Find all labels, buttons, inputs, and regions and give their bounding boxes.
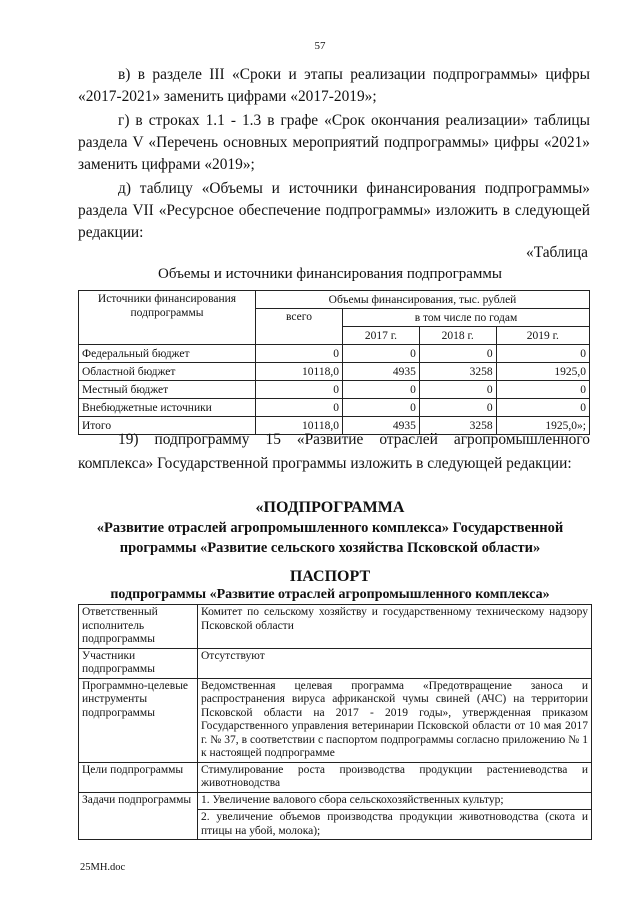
passport-heading: ПАСПОРТ <box>289 568 371 585</box>
paragraph-g: г) в строках 1.1 - 1.3 в графе «Срок окончания реализации» таблицы раздела V «Перечень основных мероприятий подпрограммы» цифры «2021» заменить цифрами «2019»; <box>78 112 590 173</box>
paragraph-v: в) в разделе III «Сроки и этапы реализации подпрограммы» цифры «2017-2021» заменить цифрами «2017-2019»; <box>78 66 590 105</box>
subprogram-title: «Развитие отраслей агропромышленного комплекса» Государственной программы «Развитие сельского хозяйства Псковской области» <box>96 520 564 556</box>
table-row <box>79 792 592 840</box>
cell-y2: 3258 <box>419 363 496 381</box>
row-name: Итого <box>79 417 256 435</box>
row-label: Программно-целевые инструменты подпрограммы <box>79 678 198 762</box>
cell-y1: 0 <box>343 381 420 399</box>
row-name: Федеральный бюджет <box>79 345 256 363</box>
cell-y3: 1925,0 <box>496 363 589 381</box>
row-value <box>198 792 592 840</box>
table-row <box>79 381 590 399</box>
cell-y2: 0 <box>419 345 496 363</box>
row-name: Местный бюджет <box>79 381 256 399</box>
row-value: Стимулирование роста производства продукции растениеводства и животноводства <box>198 762 592 792</box>
cell-y2: 3258 <box>419 417 496 435</box>
header-incl: в том числе по годам <box>343 309 590 327</box>
header-volumes: Объемы финансирования, тыс. рублей <box>256 291 590 309</box>
header-year: 2019 г. <box>496 327 589 345</box>
cell-y2: 0 <box>419 399 496 417</box>
row-label: Задачи подпрограммы <box>79 792 198 840</box>
row-label: Цели подпрограммы <box>79 762 198 792</box>
table-row <box>79 399 590 417</box>
cell-y3: 0 <box>496 381 589 399</box>
finance-table <box>78 290 590 435</box>
table-row <box>79 678 592 762</box>
cell-total: 10118,0 <box>256 363 343 381</box>
row-value: Комитет по сельскому хозяйству и государственному техническому надзору Псковской области <box>198 605 592 649</box>
cell-total: 10118,0 <box>256 417 343 435</box>
row-value: Ведомственная целевая программа «Предотвращение заноса и распространения вируса африканской чумы свиней (АЧС) на территории Псковской области на 2017 - 2019 годы», утвержденная приказом Государственного управления ветеринарии Псковской области от 10 мая 2017 г. № 37, в соответствии с паспортом подпрограммы согласно приложению № 1 к настоящей подпрограмме <box>198 678 592 762</box>
cell-total: 0 <box>256 381 343 399</box>
table-row <box>79 762 592 792</box>
header-total: всего <box>256 309 343 345</box>
cell-y3: 1925,0»; <box>496 417 589 435</box>
paragraph-d: д) таблицу «Объемы и источники финансирования подпрограммы» раздела VII «Ресурсное обеспечение подпрограммы» изложить в следующей редакции: <box>78 180 590 241</box>
row-value: Отсутствуют <box>198 648 592 678</box>
cell-y1: 4935 <box>343 417 420 435</box>
cell-y1: 4935 <box>343 363 420 381</box>
task-item: 2. увеличение объемов производства продукции животноводства (скота и птицы на убой, молока); <box>198 809 591 838</box>
passport-subtitle: подпрограммы «Развитие отраслей агропромышленного комплекса» <box>110 587 550 602</box>
cell-y3: 0 <box>496 345 589 363</box>
header-year: 2017 г. <box>343 327 420 345</box>
row-label: Ответственный исполнитель подпрограммы <box>79 605 198 649</box>
row-name: Внебюджетные источники <box>79 399 256 417</box>
task-item: 1. Увеличение валового сбора сельскохозяйственных культур; <box>201 793 504 806</box>
page-number: 57 <box>314 40 326 52</box>
passport-table <box>78 604 592 840</box>
table-row <box>79 605 592 649</box>
cell-y1: 0 <box>343 399 420 417</box>
subprogram-heading: «ПОДПРОГРАММА <box>255 499 405 516</box>
row-name: Областной бюджет <box>79 363 256 381</box>
table-row <box>79 363 590 381</box>
cell-total: 0 <box>256 345 343 363</box>
cell-y2: 0 <box>419 381 496 399</box>
header-source: Источники финансирования подпрограммы <box>79 291 256 345</box>
cell-y1: 0 <box>343 345 420 363</box>
header-year: 2018 г. <box>419 327 496 345</box>
row-label: Участники подпрограммы <box>79 648 198 678</box>
table-label: «Таблица <box>526 244 588 261</box>
table-row <box>79 648 592 678</box>
cell-y3: 0 <box>496 399 589 417</box>
table-row <box>79 345 590 363</box>
cell-total: 0 <box>256 399 343 417</box>
footer-filename: 25МН.doc <box>80 862 126 873</box>
paragraph-19: 19) подпрограмму 15 «Развитие отраслей агропромышленного комплекса» Государственной программы изложить в следующей редакции: <box>78 431 590 472</box>
finance-table-title: Объемы и источники финансирования подпрограммы <box>158 266 502 282</box>
